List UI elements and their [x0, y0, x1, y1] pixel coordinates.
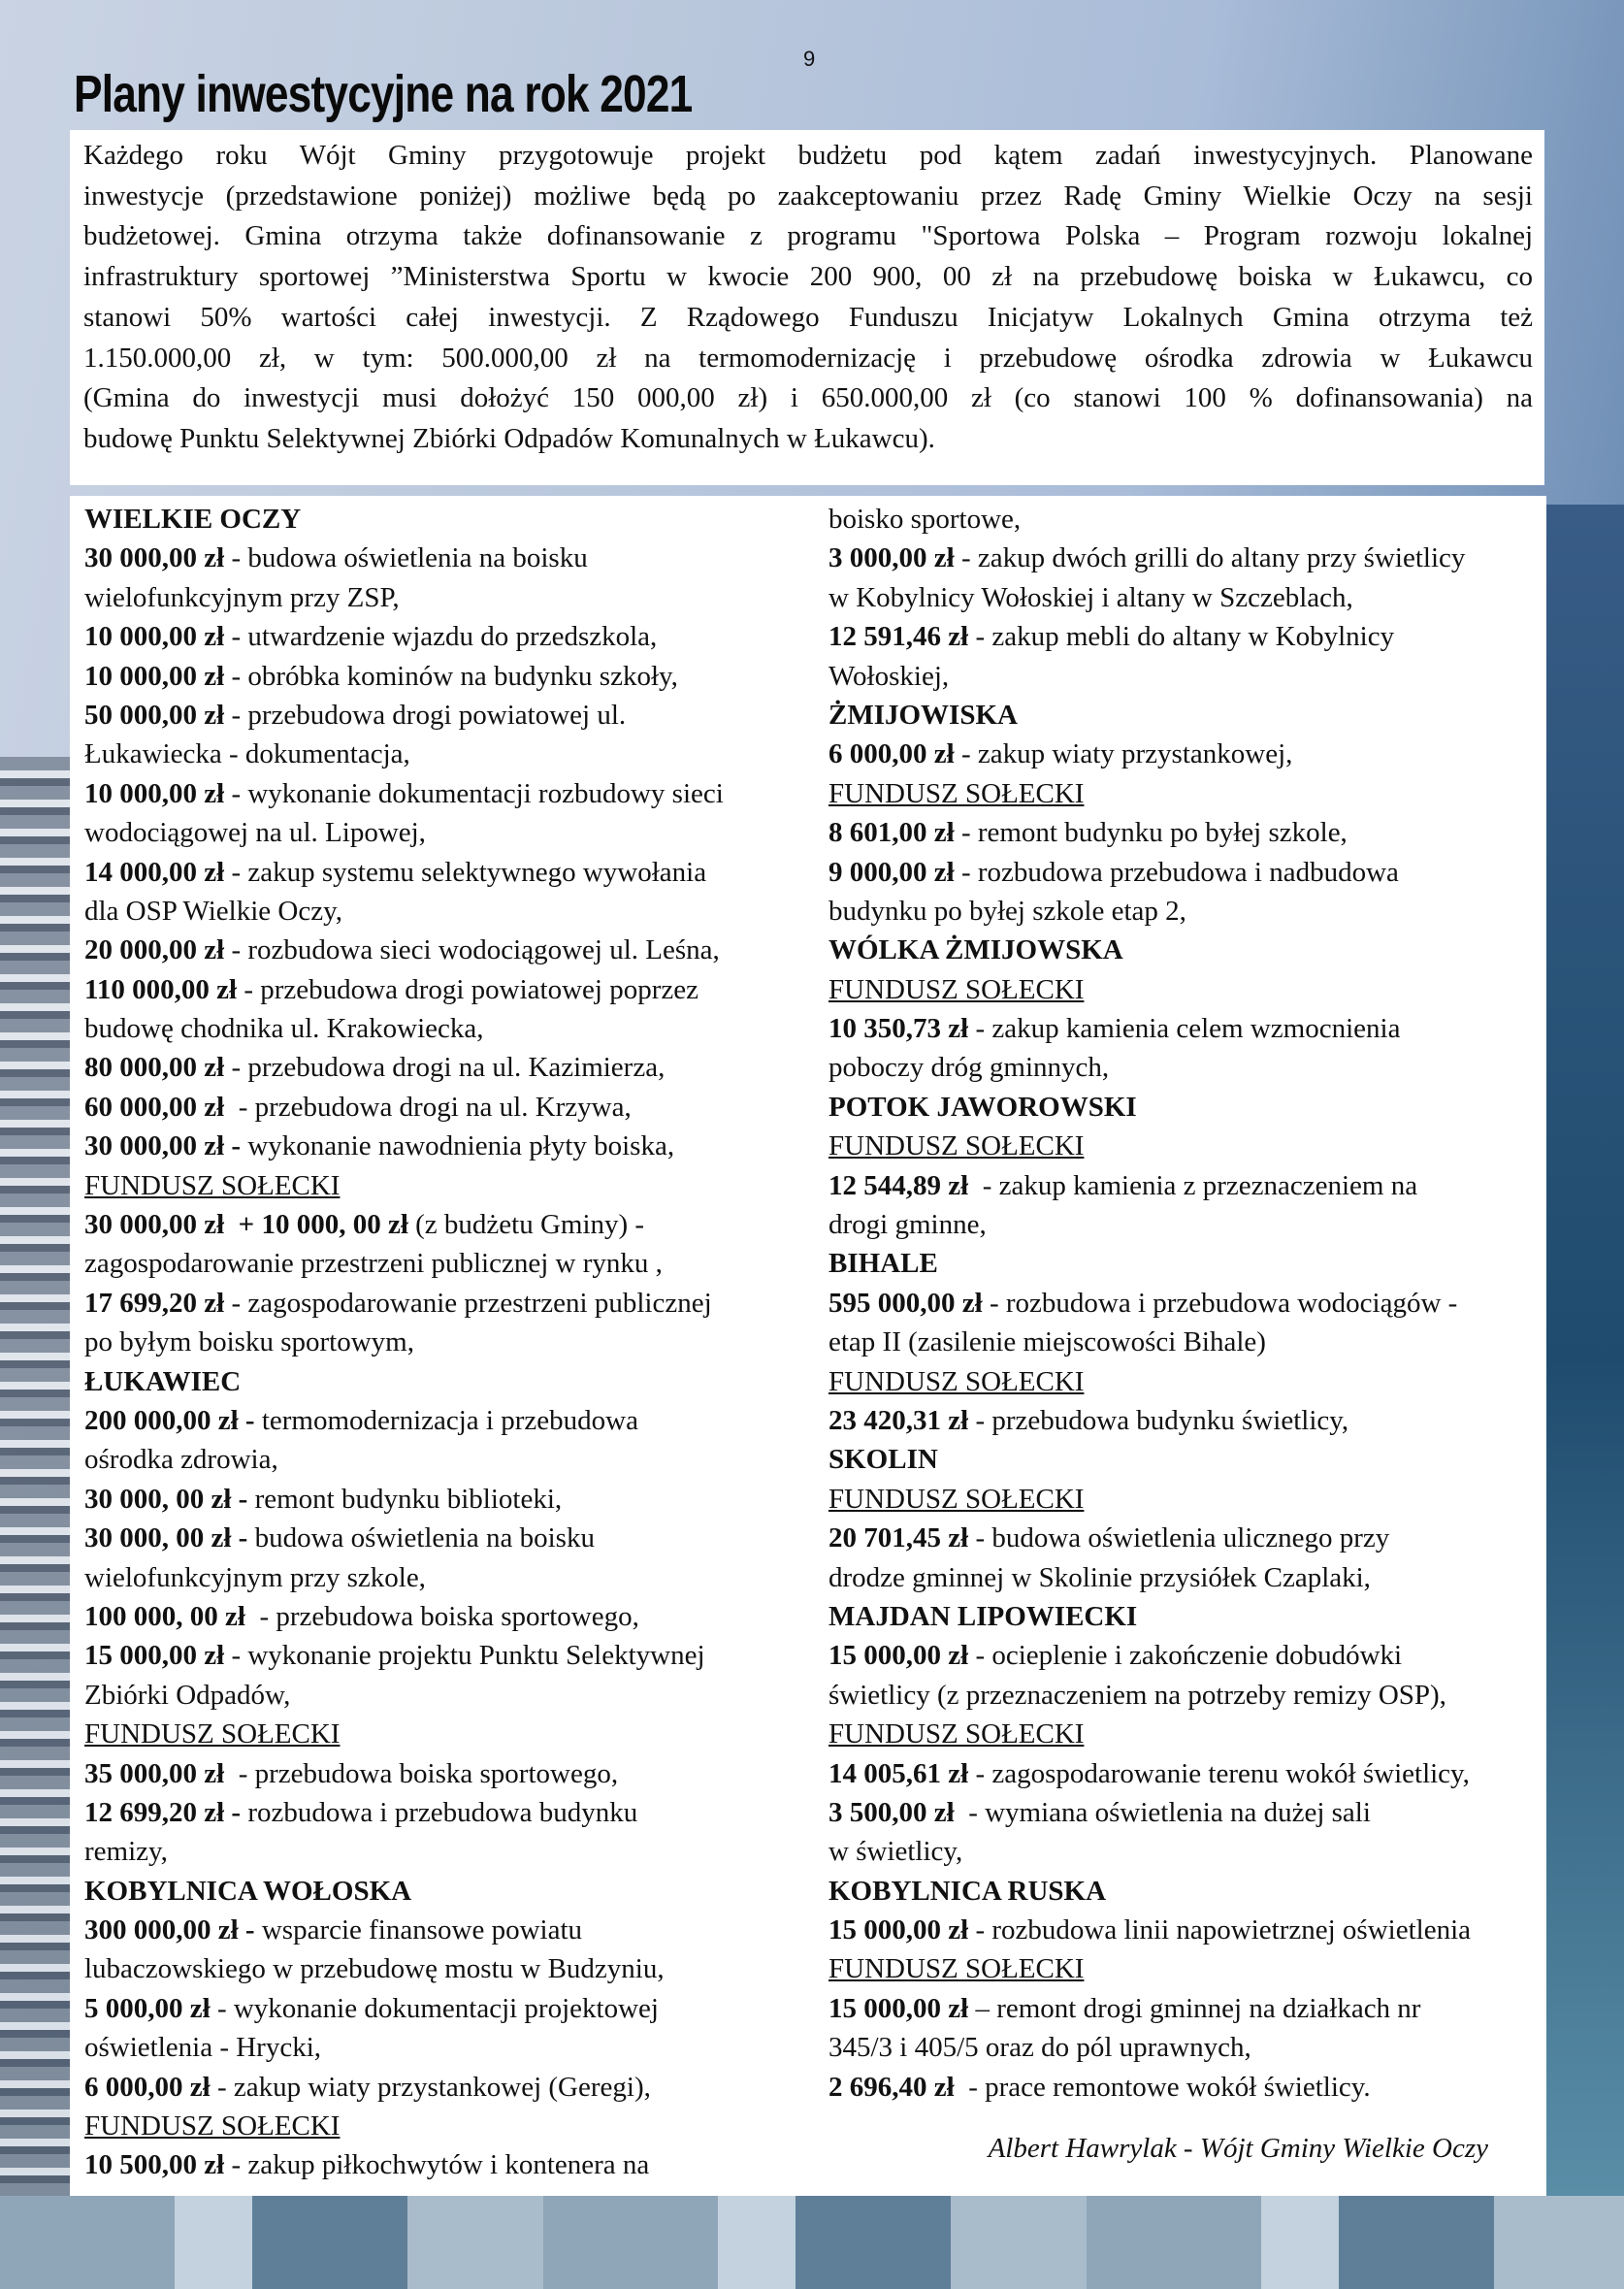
investment-item — [828, 1284, 1471, 1323]
description: - utwardzenie wjazdu do przedszkola, — [224, 621, 658, 653]
amount: 20 000,00 zł — [84, 934, 225, 966]
amount: 50 000,00 zł — [84, 699, 225, 731]
intro-line: infrastruktury sportowej ”Ministerstwa Sportu w kwocie 200 900, 00 zł na przebudowę boiska w Łukawcu, co — [83, 261, 1533, 293]
investment-item-continuation — [828, 657, 1471, 696]
amount: 12 591,46 zł — [828, 621, 969, 653]
investment-item-continuation — [84, 735, 724, 773]
amount: 30 000,00 zł - — [84, 1130, 248, 1162]
description: boisko sportowe, — [828, 504, 1022, 535]
amount: 110 000,00 zł — [84, 973, 238, 1005]
investment-item-continuation — [828, 1205, 1471, 1244]
amount: 10 000,00 zł — [84, 777, 225, 809]
amount: 3 000,00 zł — [828, 542, 955, 574]
description: Łukawiecka - dokumentacja, — [84, 738, 410, 770]
amount: 100 000, 00 zł — [84, 1600, 245, 1632]
investment-item-continuation — [84, 2028, 724, 2067]
intro-line: budowę Punktu Selektywnej Zbiórki Odpadów Komunalnych w Łukawcu). — [83, 422, 935, 454]
description: – remont drogi gminnej na działkach nr — [968, 1992, 1421, 2024]
village-heading: ŻMIJOWISKA — [828, 699, 1018, 731]
description: - rozbudowa i przebudowa wodociągów - — [982, 1287, 1458, 1319]
investment-item — [84, 1088, 724, 1127]
background-image-bottom — [0, 2196, 1624, 2289]
background-image-left — [0, 757, 70, 2212]
description: budynku po byłej szkole etap 2, — [828, 895, 1186, 927]
intro-line: (Gmina do inwestycji musi dołożyć 150 000,00 zł) i 650.000,00 zł (co stanowi 100 % dofinansowania) na — [83, 382, 1533, 414]
investment-item — [828, 813, 1471, 852]
investment-item — [84, 617, 724, 656]
description: drodze gminnej w Skolinie przysiółek Czaplaki, — [828, 1561, 1371, 1593]
amount: 200 000,00 zł - — [84, 1404, 262, 1436]
amount: 300 000,00 zł - — [84, 1914, 262, 1946]
description: - zakup dwóch grilli do altany przy świetlicy — [954, 542, 1466, 574]
village-heading: MAJDAN LIPOWIECKI — [828, 1600, 1138, 1632]
amount: 6 000,00 zł — [84, 2071, 211, 2103]
description: etap II (zasilenie miejscowości Bihale) — [828, 1326, 1266, 1358]
amount: 9 000,00 zł — [828, 856, 955, 888]
description: w świetlicy, — [828, 1836, 963, 1868]
description: - przebudowa budynku świetlicy, — [968, 1404, 1349, 1436]
village-heading: WÓLKA ŻMIJOWSKA — [828, 934, 1123, 966]
investment-item — [84, 2145, 724, 2184]
amount: 15 000,00 zł — [828, 1992, 969, 2024]
description: dla OSP Wielkie Oczy, — [84, 895, 342, 927]
investment-item-continuation — [84, 1676, 724, 1715]
description: - obróbka kominów na budynku szkoły, — [224, 660, 678, 692]
description: (z budżetu Gminy) - — [407, 1209, 645, 1241]
village-heading: KOBYLNICA WOŁOSKA — [84, 1875, 412, 1907]
amount: 17 699,20 zł — [84, 1287, 225, 1319]
investment-item — [828, 539, 1471, 577]
description: drogi gminne, — [828, 1209, 987, 1241]
investment-item — [84, 1048, 724, 1087]
investment-item — [84, 1793, 724, 1832]
description: ośrodka zdrowia, — [84, 1444, 278, 1476]
description: - rozbudowa linii napowietrznej oświetlenia — [968, 1914, 1471, 1946]
investment-item-continuation — [828, 1048, 1471, 1087]
investment-item-continuation — [828, 892, 1471, 931]
amount: 14 005,61 zł — [828, 1757, 969, 1789]
description: - przebudowa drogi powiatowej poprzez — [237, 973, 699, 1005]
description: - przebudowa boiska sportowego, — [244, 1600, 639, 1632]
description: - prace remontowe wokół świetlicy. — [954, 2071, 1371, 2103]
description: - przebudowa boiska sportowego, — [224, 1757, 619, 1789]
description: - wykonanie projektu Punktu Selektywnej — [224, 1640, 705, 1672]
description: wielofunkcyjnym przy ZSP, — [84, 581, 400, 613]
investment-item — [828, 1989, 1471, 2028]
description: - budowa oświetlenia na boisku — [224, 542, 588, 574]
description: - przebudowa drogi na ul. Krzywa, — [224, 1091, 632, 1123]
description: - remont budynku po byłej szkole, — [954, 817, 1348, 849]
investment-item-continuation — [828, 1323, 1471, 1361]
investment-item-continuation — [84, 813, 724, 852]
amount: 80 000,00 zł — [84, 1052, 225, 1084]
description: - zakup kamienia z przeznaczeniem na — [968, 1169, 1418, 1201]
investment-item — [828, 1401, 1471, 1440]
amount: 12 544,89 zł — [828, 1169, 969, 1201]
description: - zakup wiaty przystankowej (Geregi), — [210, 2071, 651, 2103]
description: wykonanie nawodnienia płyty boiska, — [247, 1130, 675, 1162]
investment-item-continuation — [828, 1832, 1471, 1871]
signature: Albert Hawrylak - Wójt Gminy Wielkie Oczy — [988, 2133, 1488, 2164]
village-heading: WIELKIE OCZY — [84, 504, 302, 535]
intro-line: Każdego roku Wójt Gminy przygotowuje projekt budżetu pod kątem zadań inwestycyjnych. Planowane — [83, 140, 1533, 171]
intro-paragraph — [70, 130, 1544, 485]
investment-item — [84, 1127, 724, 1165]
amount: 10 000,00 zł — [84, 660, 225, 692]
village-heading: ŁUKAWIEC — [84, 1365, 242, 1397]
village-heading: KOBYLNICA RUSKA — [828, 1875, 1107, 1907]
investment-item — [84, 970, 724, 1009]
investment-item — [84, 1519, 724, 1557]
page-number: 9 — [803, 47, 816, 71]
investment-item — [828, 853, 1471, 892]
investment-item — [84, 1597, 724, 1636]
description: - wymiana oświetlenia na dużej sali — [954, 1796, 1371, 1828]
investment-item-continuation — [84, 1558, 724, 1597]
description: - budowa oświetlenia ulicznego przy — [968, 1522, 1390, 1554]
description: poboczy dróg gminnych, — [828, 1052, 1110, 1084]
description: lubaczowskiego w przebudowę mostu w Budzyniu, — [84, 1953, 665, 1985]
description: - ocieplenie i zakończenie dobudówki — [968, 1640, 1403, 1672]
description: - przebudowa drogi powiatowej ul. — [224, 699, 627, 731]
investment-item — [84, 2068, 724, 2107]
page-title: Plany inwestycyjne na rok 2021 — [74, 65, 693, 123]
description: po byłym boisku sportowym, — [84, 1326, 414, 1358]
intro-line: stanowi 50% wartości całej inwestycji. Z Rządowego Funduszu Inicjatyw Lokalnych Gmina otrzyma też — [83, 301, 1533, 333]
investment-item — [828, 1793, 1471, 1832]
amount: 5 000,00 zł — [84, 1992, 211, 2024]
fund-heading: FUNDUSZ SOŁECKI — [828, 1130, 1085, 1162]
description: Wołoskiej, — [828, 660, 950, 692]
fund-heading: FUNDUSZ SOŁECKI — [828, 1718, 1085, 1750]
description: - zakup systemu selektywnego wywołania — [224, 856, 707, 888]
investment-item — [84, 1636, 724, 1675]
investment-list — [70, 496, 1546, 2196]
description: wielofunkcyjnym przy szkole, — [84, 1561, 426, 1593]
investment-item — [828, 1636, 1471, 1675]
investment-item — [828, 1754, 1471, 1793]
amount: 595 000,00 zł — [828, 1287, 983, 1319]
description: oświetlenia - Hrycki, — [84, 2032, 322, 2064]
description: wsparcie finansowe powiatu — [261, 1914, 583, 1946]
investment-item-continuation — [84, 1440, 724, 1479]
investment-item-continuation — [84, 578, 724, 617]
investment-item-continuation — [828, 500, 1471, 539]
amount: 30 000,00 zł — [84, 542, 225, 574]
investment-item — [828, 617, 1471, 656]
village-heading: SKOLIN — [828, 1444, 938, 1476]
village-heading: BIHALE — [828, 1248, 938, 1280]
amount: 23 420,31 zł — [828, 1404, 969, 1436]
amount: 10 000,00 zł — [84, 621, 225, 653]
investment-item-continuation — [828, 2028, 1471, 2067]
fund-heading: FUNDUSZ SOŁECKI — [828, 1365, 1085, 1397]
description: - przebudowa drogi na ul. Kazimierza, — [224, 1052, 666, 1084]
description: - zagospodarowanie terenu wokół świetlicy, — [968, 1757, 1470, 1789]
description: - rozbudowa sieci wodociągowej ul. Leśna, — [224, 934, 720, 966]
description: 345/3 i 405/5 oraz do pól uprawnych, — [828, 2032, 1251, 2064]
investment-item — [828, 1519, 1471, 1557]
investment-item — [828, 1911, 1471, 1949]
description: budowę chodnika ul. Krakowiecka, — [84, 1013, 484, 1045]
amount: 10 500,00 zł — [84, 2149, 225, 2181]
description: w Kobylnicy Wołoskiej i altany w Szczeblach, — [828, 581, 1353, 613]
description: zagospodarowanie przestrzeni publicznej w rynku , — [84, 1248, 663, 1280]
description: - zakup mebli do altany w Kobylnicy — [968, 621, 1395, 653]
amount: 14 000,00 zł — [84, 856, 225, 888]
intro-line: inwestycje (przedstawione poniżej) możliwe będą po zaakceptowaniu przez Radę Gminy Wielkie Oczy na sesji — [83, 180, 1533, 212]
amount: 30 000, 00 zł - — [84, 1522, 255, 1554]
investment-item-continuation — [828, 578, 1471, 617]
amount: 60 000,00 zł — [84, 1091, 225, 1123]
amount: 12 699,20 zł - — [84, 1796, 248, 1828]
investment-item — [84, 1911, 724, 1949]
description: - wykonanie dokumentacji projektowej — [210, 1992, 659, 2024]
investment-item — [84, 1284, 724, 1323]
intro-line: budżetowej. Gmina otrzyma także dofinansowanie z programu "Sportowa Polska – Program rozwoju lokalnej — [83, 220, 1533, 252]
investment-item — [828, 735, 1471, 773]
investment-item — [84, 774, 724, 813]
amount: 8 601,00 zł — [828, 817, 955, 849]
investment-item — [84, 539, 724, 577]
amount: 15 000,00 zł — [84, 1640, 225, 1672]
right-column — [828, 500, 1471, 2107]
left-column — [84, 500, 724, 2185]
investment-item — [828, 1166, 1471, 1205]
description: rozbudowa i przebudowa budynku — [247, 1796, 638, 1828]
amount: 30 000,00 zł + 10 000, 00 zł — [84, 1209, 408, 1241]
fund-heading: FUNDUSZ SOŁECKI — [828, 777, 1085, 809]
amount: 6 000,00 zł — [828, 738, 955, 770]
investment-item-continuation — [84, 1832, 724, 1871]
description: - zagospodarowanie przestrzeni publicznej — [224, 1287, 712, 1319]
investment-item — [84, 696, 724, 735]
amount: 20 701,45 zł — [828, 1522, 969, 1554]
description: remont budynku biblioteki, — [254, 1483, 563, 1515]
investment-item — [84, 1401, 724, 1440]
description: budowa oświetlenia na boisku — [254, 1522, 595, 1554]
investment-item-continuation — [828, 1558, 1471, 1597]
investment-item-continuation — [84, 1949, 724, 1988]
investment-item — [84, 1989, 724, 2028]
fund-heading: FUNDUSZ SOŁECKI — [84, 1169, 341, 1201]
investment-item — [828, 1009, 1471, 1048]
amount: 10 350,73 zł — [828, 1013, 969, 1045]
fund-heading: FUNDUSZ SOŁECKI — [828, 973, 1085, 1005]
amount: 2 696,40 zł — [828, 2071, 955, 2103]
investment-item-continuation — [828, 1676, 1471, 1715]
description: termomodernizacja i przebudowa — [261, 1404, 638, 1436]
investment-item-continuation — [84, 1244, 724, 1283]
investment-item — [84, 1754, 724, 1793]
fund-heading: FUNDUSZ SOŁECKI — [828, 1953, 1085, 1985]
description: Zbiórki Odpadów, — [84, 1679, 291, 1711]
investment-item — [84, 1480, 724, 1519]
description: - zakup wiaty przystankowej, — [954, 738, 1293, 770]
description: - zakup piłkochwytów i kontenera na — [224, 2149, 650, 2181]
investment-item — [84, 853, 724, 892]
description: remizy, — [84, 1836, 168, 1868]
amount: 15 000,00 zł — [828, 1914, 969, 1946]
investment-item — [84, 657, 724, 696]
investment-item-continuation — [84, 892, 724, 931]
investment-item-continuation — [84, 1323, 724, 1361]
intro-line: 1.150.000,00 zł, w tym: 500.000,00 zł na termomodernizację i przebudowę ośrodka zdrowia w Łukawcu — [83, 342, 1533, 374]
description: - wykonanie dokumentacji rozbudowy sieci — [224, 777, 724, 809]
amount: 15 000,00 zł — [828, 1640, 969, 1672]
fund-heading: FUNDUSZ SOŁECKI — [828, 1483, 1085, 1515]
investment-item-continuation — [84, 1009, 724, 1048]
amount: 3 500,00 zł — [828, 1796, 955, 1828]
description: - rozbudowa przebudowa i nadbudowa — [954, 856, 1399, 888]
amount: 35 000,00 zł — [84, 1757, 225, 1789]
investment-item — [84, 1205, 724, 1244]
description: wodociągowej na ul. Lipowej, — [84, 817, 426, 849]
description: - zakup kamienia celem wzmocnienia — [968, 1013, 1401, 1045]
village-heading: POTOK JAWOROWSKI — [828, 1091, 1137, 1123]
investment-item — [828, 2068, 1471, 2107]
fund-heading: FUNDUSZ SOŁECKI — [84, 2110, 341, 2142]
amount: 30 000, 00 zł - — [84, 1483, 255, 1515]
description: świetlicy (z przeznaczeniem na potrzeby remizy OSP), — [828, 1679, 1446, 1711]
investment-item — [84, 931, 724, 969]
background-image-right — [1546, 505, 1624, 2212]
fund-heading: FUNDUSZ SOŁECKI — [84, 1718, 341, 1750]
